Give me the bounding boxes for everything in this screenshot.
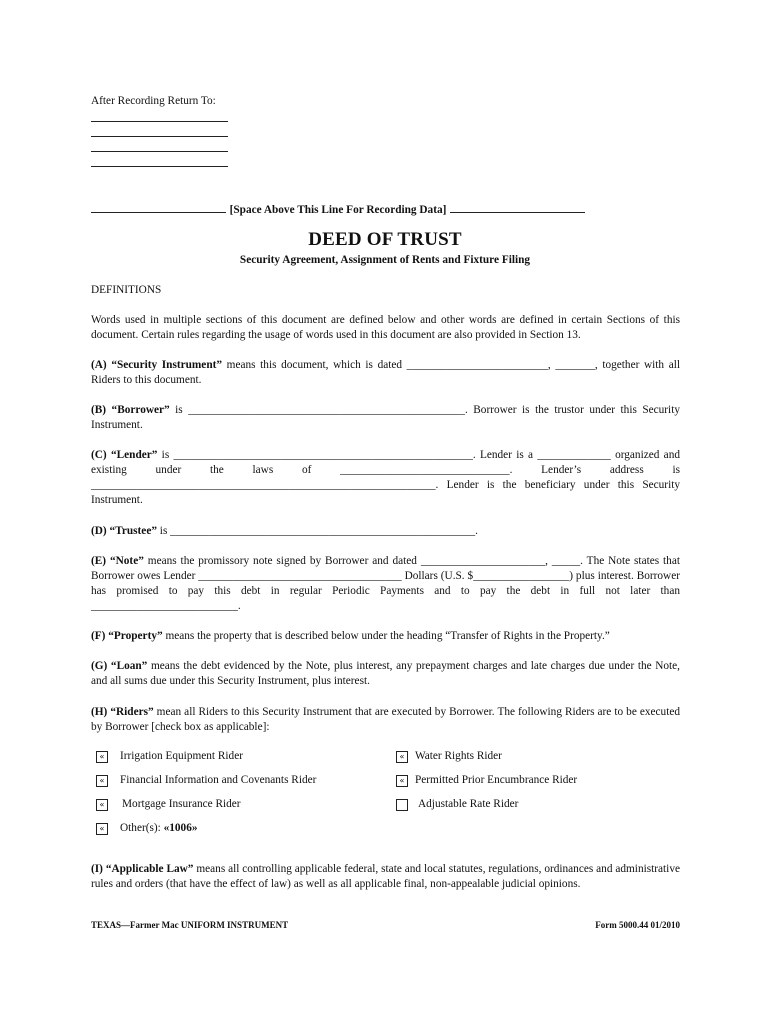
others-rider-label-text: Other(s): xyxy=(120,822,164,834)
return-to-label: After Recording Return To: xyxy=(91,95,216,107)
definitions-intro: Words used in multiple sections of this document are defined below and other words are defined in certain Sections of this document. Certain rules regarding the usage of words used in this document are also provided in Section 13. xyxy=(91,314,680,341)
irrigation-rider-checkbox[interactable]: « xyxy=(96,751,108,763)
recording-data-label: [Space Above This Line For Recording Data] xyxy=(229,204,447,216)
recording-data-line xyxy=(91,201,585,216)
document-subtitle: Security Agreement, Assignment of Rents and Fixture Filing xyxy=(239,254,531,266)
definition-h-key: (H) “Riders” xyxy=(91,706,154,718)
others-rider-checkbox[interactable]: « xyxy=(96,823,108,835)
adjustable-rate-rider-checkbox[interactable] xyxy=(396,799,408,811)
definition-b-key: (B) “Borrower” xyxy=(91,404,170,416)
others-rider-value: «1006» xyxy=(163,822,198,834)
definition-c-key: (C) “Lender” xyxy=(91,449,158,461)
definitions-heading: DEFINITIONS xyxy=(91,284,162,296)
definition-b xyxy=(91,403,680,433)
return-line-1 xyxy=(91,121,228,122)
footer-instrument: TEXAS—Farmer Mac UNIFORM INSTRUMENT xyxy=(91,920,289,930)
footer-form-number: Form 5000.44 01/2010 xyxy=(595,920,680,930)
adjustable-rate-rider-label: Adjustable Rate Rider xyxy=(418,798,519,810)
definition-a xyxy=(91,358,680,388)
return-line-2 xyxy=(91,136,228,137)
definition-d xyxy=(91,524,680,539)
definition-e xyxy=(91,554,680,614)
definition-i-text: means all controlling applicable federal, state and local statutes, regulations, ordinances and administrative rules and orders (that have the effect of law) as well as all applicable final, non-appealable judicial opinions. xyxy=(91,863,680,890)
definition-c xyxy=(91,448,680,508)
mortgage-insurance-rider-label: Mortgage Insurance Rider xyxy=(122,798,241,810)
return-line-4 xyxy=(91,166,228,167)
permitted-prior-rider-label: Permitted Prior Encumbrance Rider xyxy=(415,774,578,786)
definition-c-text: is _____________________________________________________. Lender is a _____________ organized and existing under the laws of ______________________________. Lender’s address is _____________________________________________________________. Lender is the beneficiary under this Security Instrument. xyxy=(91,449,680,506)
definition-i xyxy=(91,862,680,892)
definition-a-text: means this document, which is dated _________________________, _______, together with all Riders to this document. xyxy=(91,359,681,386)
definition-b-text: is _________________________________________________. Borrower is the trustor under this Security Instrument. xyxy=(91,404,680,431)
definition-f-text: means the property that is described below under the heading “Transfer of Rights in the Property.” xyxy=(162,630,610,642)
definition-f xyxy=(91,629,680,644)
irrigation-rider-label: Irrigation Equipment Rider xyxy=(120,750,243,762)
mortgage-insurance-rider-checkbox[interactable]: « xyxy=(96,799,108,811)
definition-a-key: (A) “Security Instrument” xyxy=(91,359,223,371)
permitted-prior-rider-checkbox[interactable]: « xyxy=(396,775,408,787)
definition-e-key: (E) “Note” xyxy=(91,555,144,567)
recording-underline-right xyxy=(450,201,585,213)
definition-d-text: is ______________________________________________________. xyxy=(156,525,479,537)
definition-e-text: means the promissory note signed by Borrower and dated ______________________, _____. The Note states that Borrower owes Lender ____________________________________ Dollars (U.S. $_________________) plus interest. Borrower has promised to pay this debt in regular Periodic Payments and to pay the debt in full not later than __________________________. xyxy=(91,555,680,612)
document-title: DEED OF TRUST xyxy=(308,229,462,250)
water-rights-rider-label: Water Rights Rider xyxy=(415,750,502,762)
definition-h xyxy=(91,705,680,735)
definition-i-key: (I) “Applicable Law” xyxy=(91,863,194,875)
definition-g-text: means the debt evidenced by the Note, plus interest, any prepayment charges and late charges due under the Note, and all sums due under this Security Instrument, plus interest. xyxy=(91,660,681,687)
return-line-3 xyxy=(91,151,228,152)
definition-g-key: (G) “Loan” xyxy=(91,660,148,672)
definition-d-key: (D) “Trustee” xyxy=(91,525,157,537)
recording-underline-left xyxy=(91,201,226,213)
definition-h-text: mean all Riders to this Security Instrument that are executed by Borrower. The following Riders are to be executed by Borrower [check box as applicable]: xyxy=(91,706,681,733)
water-rights-rider-checkbox[interactable]: « xyxy=(396,751,408,763)
definition-f-key: (F) “Property” xyxy=(91,630,163,642)
financial-info-rider-checkbox[interactable]: « xyxy=(96,775,108,787)
financial-info-rider-label: Financial Information and Covenants Rider xyxy=(120,774,317,786)
definition-g xyxy=(91,659,680,689)
others-rider-label xyxy=(120,822,198,834)
